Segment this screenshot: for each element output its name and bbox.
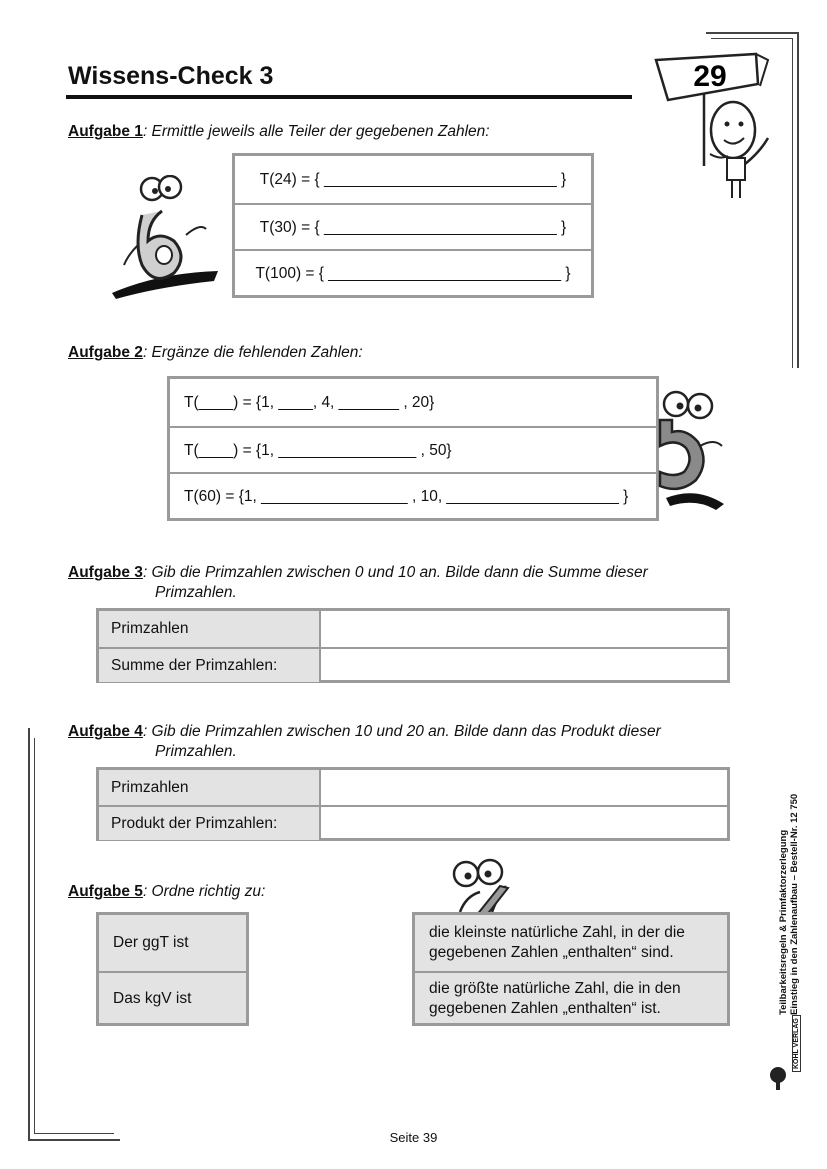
- task-2-text: : Ergänze die fehlenden Zahlen:: [142, 344, 363, 361]
- task-1-table: [232, 153, 594, 298]
- digit-seven-character: [446, 852, 518, 916]
- badge-number: 29: [693, 60, 727, 93]
- publisher-line-2: Einstieg in den Zahlenaufbau – Bestell-Nr. 12 750: [789, 793, 800, 1015]
- match-item-left[interactable]: Das kgV ist: [99, 971, 246, 1025]
- row-label: Summe der Primzahlen:: [99, 649, 321, 682]
- task-3-text: : Gib die Primzahlen zwischen 0 und 10 an. Bilde dann die Summe dieser: [142, 564, 648, 581]
- answer-field[interactable]: [321, 611, 727, 647]
- publisher-info: [778, 794, 800, 1015]
- page-title: Wissens-Check 3: [68, 62, 274, 90]
- task-4-text-cont: Primzahlen.: [155, 743, 237, 760]
- task-1-label: Aufgabe 1: [68, 123, 143, 140]
- task-3-heading: [68, 563, 748, 603]
- answer-field[interactable]: [321, 649, 727, 682]
- task-4-table: [96, 767, 730, 841]
- task-4-text: : Gib die Primzahlen zwischen 10 und 20 an. Bilde dann das Produkt dieser: [142, 723, 661, 740]
- title-rule: [66, 95, 632, 99]
- page-number: Seite 39: [389, 1130, 438, 1145]
- task-2-table: [167, 376, 659, 521]
- table-row: [99, 770, 727, 805]
- task-3-text-cont: Primzahlen.: [155, 584, 237, 601]
- divisor-row[interactable]: T(30) = { ___________________________ }: [235, 203, 591, 251]
- task-5-label: Aufgabe 5: [68, 883, 143, 900]
- match-text: die größte natürliche Zahl, die in den: [429, 980, 681, 997]
- match-text: gegebenen Zahlen „enthalten“ ist.: [429, 1000, 661, 1017]
- match-item-right[interactable]: [415, 915, 727, 971]
- task-5-text: : Ordne richtig zu:: [142, 883, 266, 900]
- table-row: [99, 647, 727, 682]
- digit-six-character: [108, 175, 224, 299]
- task-5-left-table: [96, 912, 249, 1026]
- task-5-right-table: [412, 912, 730, 1026]
- publisher-tree-icon: [768, 1066, 788, 1092]
- table-row: [99, 805, 727, 840]
- match-text: gegebenen Zahlen „enthalten“ sind.: [429, 944, 674, 961]
- missing-number-row[interactable]: T(60) = {1, _________________ , 10, ____________________ }: [170, 472, 656, 520]
- task-3-table: [96, 608, 730, 683]
- digit-five-character: [656, 386, 728, 510]
- row-label: Primzahlen: [99, 770, 321, 805]
- publisher-logo: KOHL VERLAG: [792, 1015, 801, 1072]
- divisor-row[interactable]: T(24) = { ___________________________ }: [259, 170, 567, 188]
- match-item-right[interactable]: [415, 971, 727, 1025]
- divisor-row[interactable]: T(100) = { ___________________________ }: [235, 249, 591, 297]
- row-label: Produkt der Primzahlen:: [99, 807, 321, 840]
- missing-number-row[interactable]: T(____) = {1, ____, 4, _______ , 20}: [184, 393, 435, 411]
- task-5-heading: [68, 882, 265, 902]
- match-item-left[interactable]: Der ggT ist: [113, 934, 189, 951]
- number-sign-illustration: [648, 48, 778, 208]
- task-4-label: Aufgabe 4: [68, 723, 143, 740]
- table-row: [99, 611, 727, 647]
- answer-field[interactable]: [321, 807, 727, 840]
- row-label: Primzahlen: [99, 611, 321, 647]
- missing-number-row[interactable]: T(____) = {1, ________________ , 50}: [170, 426, 656, 474]
- task-3-label: Aufgabe 3: [68, 564, 143, 581]
- task-4-heading: [68, 722, 748, 762]
- task-1-text: : Ermittle jeweils alle Teiler der gegebenen Zahlen:: [142, 123, 490, 140]
- match-text: die kleinste natürliche Zahl, in der die: [429, 924, 685, 941]
- publisher-line-1: Teilbarkeitsregeln & Primfaktorzerlegung: [778, 829, 789, 1015]
- answer-field[interactable]: [321, 770, 727, 805]
- task-2-heading: [68, 343, 363, 363]
- task-1-heading: [68, 122, 490, 142]
- task-2-label: Aufgabe 2: [68, 344, 143, 361]
